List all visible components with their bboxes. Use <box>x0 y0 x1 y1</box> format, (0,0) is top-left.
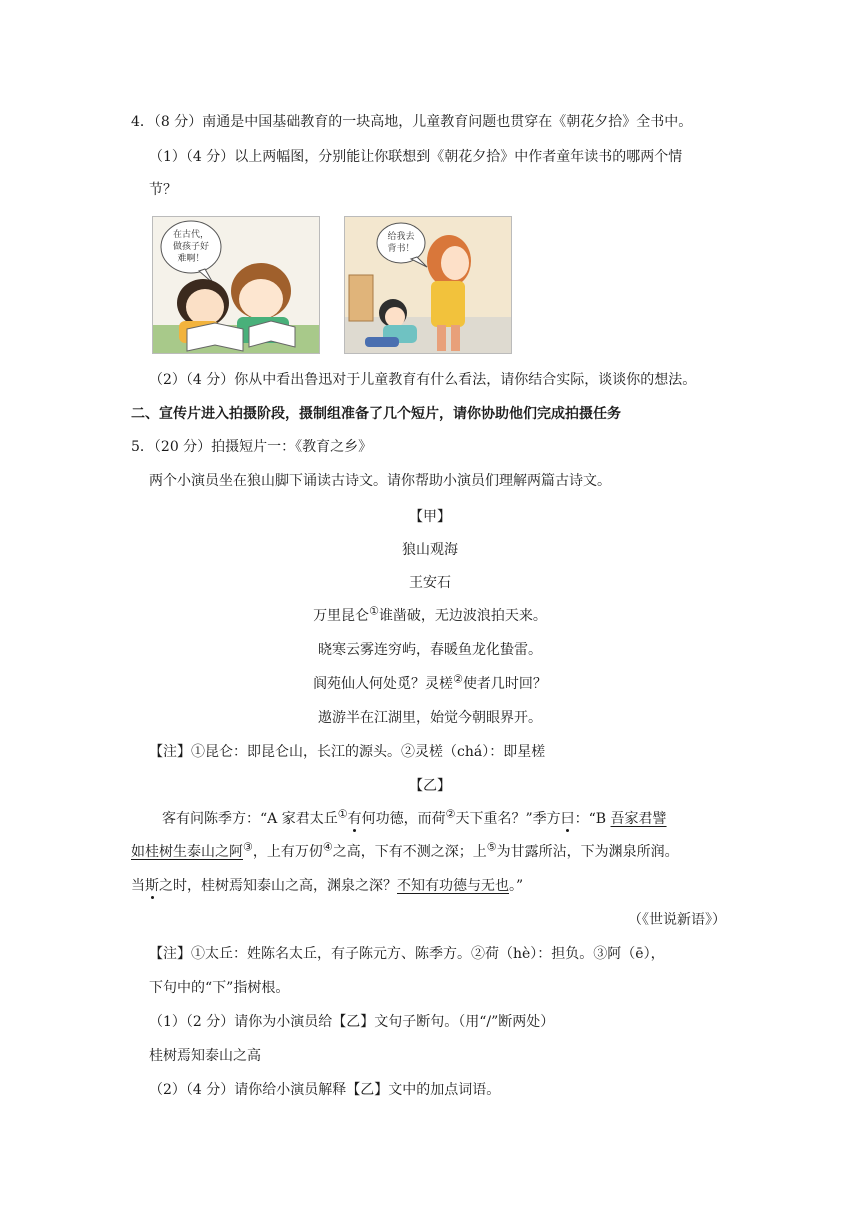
poem-line-3: 阆苑仙人何处觅？灵槎②使者几时回？ <box>313 672 547 692</box>
dotted-word-you: 有 <box>347 811 362 827</box>
q4-sub2: （2）（4 分）你从中看出鲁迅对于儿童教育有什么看法，请你结合实际，谈谈你的想法。 <box>149 372 697 388</box>
cartoon2-bubble-line1: 给我去 <box>387 232 415 242</box>
q5-intro: 两个小演员坐在狼山脚下诵读古诗文。请你帮助小演员们理解两篇古诗文。 <box>149 473 611 489</box>
poem-author: 王安石 <box>409 575 451 591</box>
cartoon1-bubble-line2: 做孩子好 <box>172 242 210 252</box>
q4-sub1-line2: 节？ <box>149 182 177 198</box>
note-marker-2: ② <box>453 672 463 686</box>
cartoon1-bubble-line3: 难啊！ <box>177 254 205 264</box>
source-citation: （《世说新语》） <box>628 912 726 928</box>
q5-sub1-text: 桂树焉知泰山之高 <box>149 1048 261 1064</box>
q5-stem: 5．（20 分）拍摄短片一：《教育之乡》 <box>131 439 373 455</box>
section2-heading: 二、宣传片进入拍摄阶段，摄制组准备了几个短片，请你协助他们完成拍摄任务 <box>131 406 621 422</box>
q5-sub2: （2）（4 分）请你给小演员解释【乙】文中的加点词语。 <box>149 1082 501 1098</box>
yi-label: 【乙】 <box>409 778 451 794</box>
poem-line-4: 遨游半在江湖里，始觉今朝眼界开。 <box>318 710 542 726</box>
yi-note-line2: 下句中的“下”指树根。 <box>149 980 290 996</box>
poem-line-1: 万里昆仑①谁凿破，无边波浪拍天来。 <box>313 604 547 624</box>
q4-stem: 4．（8 分）南通是中国基础教育的一块高地，儿童教育问题也贯穿在《朝花夕拾》全书中。 <box>131 114 693 130</box>
underlined-sentence-b: 吾家君譬 <box>610 811 667 827</box>
yi-paragraph-line1: 客有问陈季方：“A 家君太丘①有何功德，而荷②天下重名？”季方曰：“B 吾家君譬 <box>162 807 667 827</box>
note-marker-1: ① <box>369 604 379 618</box>
dotted-word-si: 斯 <box>145 878 159 894</box>
poem-line-2: 晓寒云雾连穷屿，春暖鱼龙化蛰雷。 <box>318 642 542 658</box>
poem-title: 狼山观海 <box>402 542 458 558</box>
dotted-word-yue: 曰 <box>560 811 575 827</box>
yi-paragraph-line2: 如桂树生泰山之阿③，上有万仞④之高，下有不测之深；上⑤为甘露所沾，下为渊泉所润。 <box>131 840 679 860</box>
cartoon1-bubble-line1: 在古代， <box>172 230 210 240</box>
jia-label: 【甲】 <box>409 509 451 525</box>
jia-note: 【注】①昆仑：即昆仑山，长江的源头。②灵槎（chá）：即星槎 <box>149 744 546 760</box>
cartoon-children-reading <box>152 216 320 354</box>
cartoon-mother-scolding <box>344 216 512 354</box>
underlined-sentence: 不知有功德与无也 <box>397 878 509 894</box>
q5-sub1: （1）（2 分）请你为小演员给【乙】文句子断句。（用“/”断两处） <box>149 1014 555 1030</box>
yi-note-line1: 【注】①太丘：姓陈名太丘，有子陈元方、陈季方。②荷（hè）：担负。③阿（ē）， <box>149 946 665 962</box>
cartoon2-bubble-line2: 背书！ <box>387 244 415 254</box>
yi-paragraph-line3: 当斯之时，桂树焉知泰山之高，渊泉之深？不知有功德与无也。” <box>131 878 524 894</box>
q4-sub1-line1: （1）（4 分）以上两幅图，分别能让你联想到《朝花夕拾》中作者童年读书的哪两个情 <box>149 149 683 165</box>
